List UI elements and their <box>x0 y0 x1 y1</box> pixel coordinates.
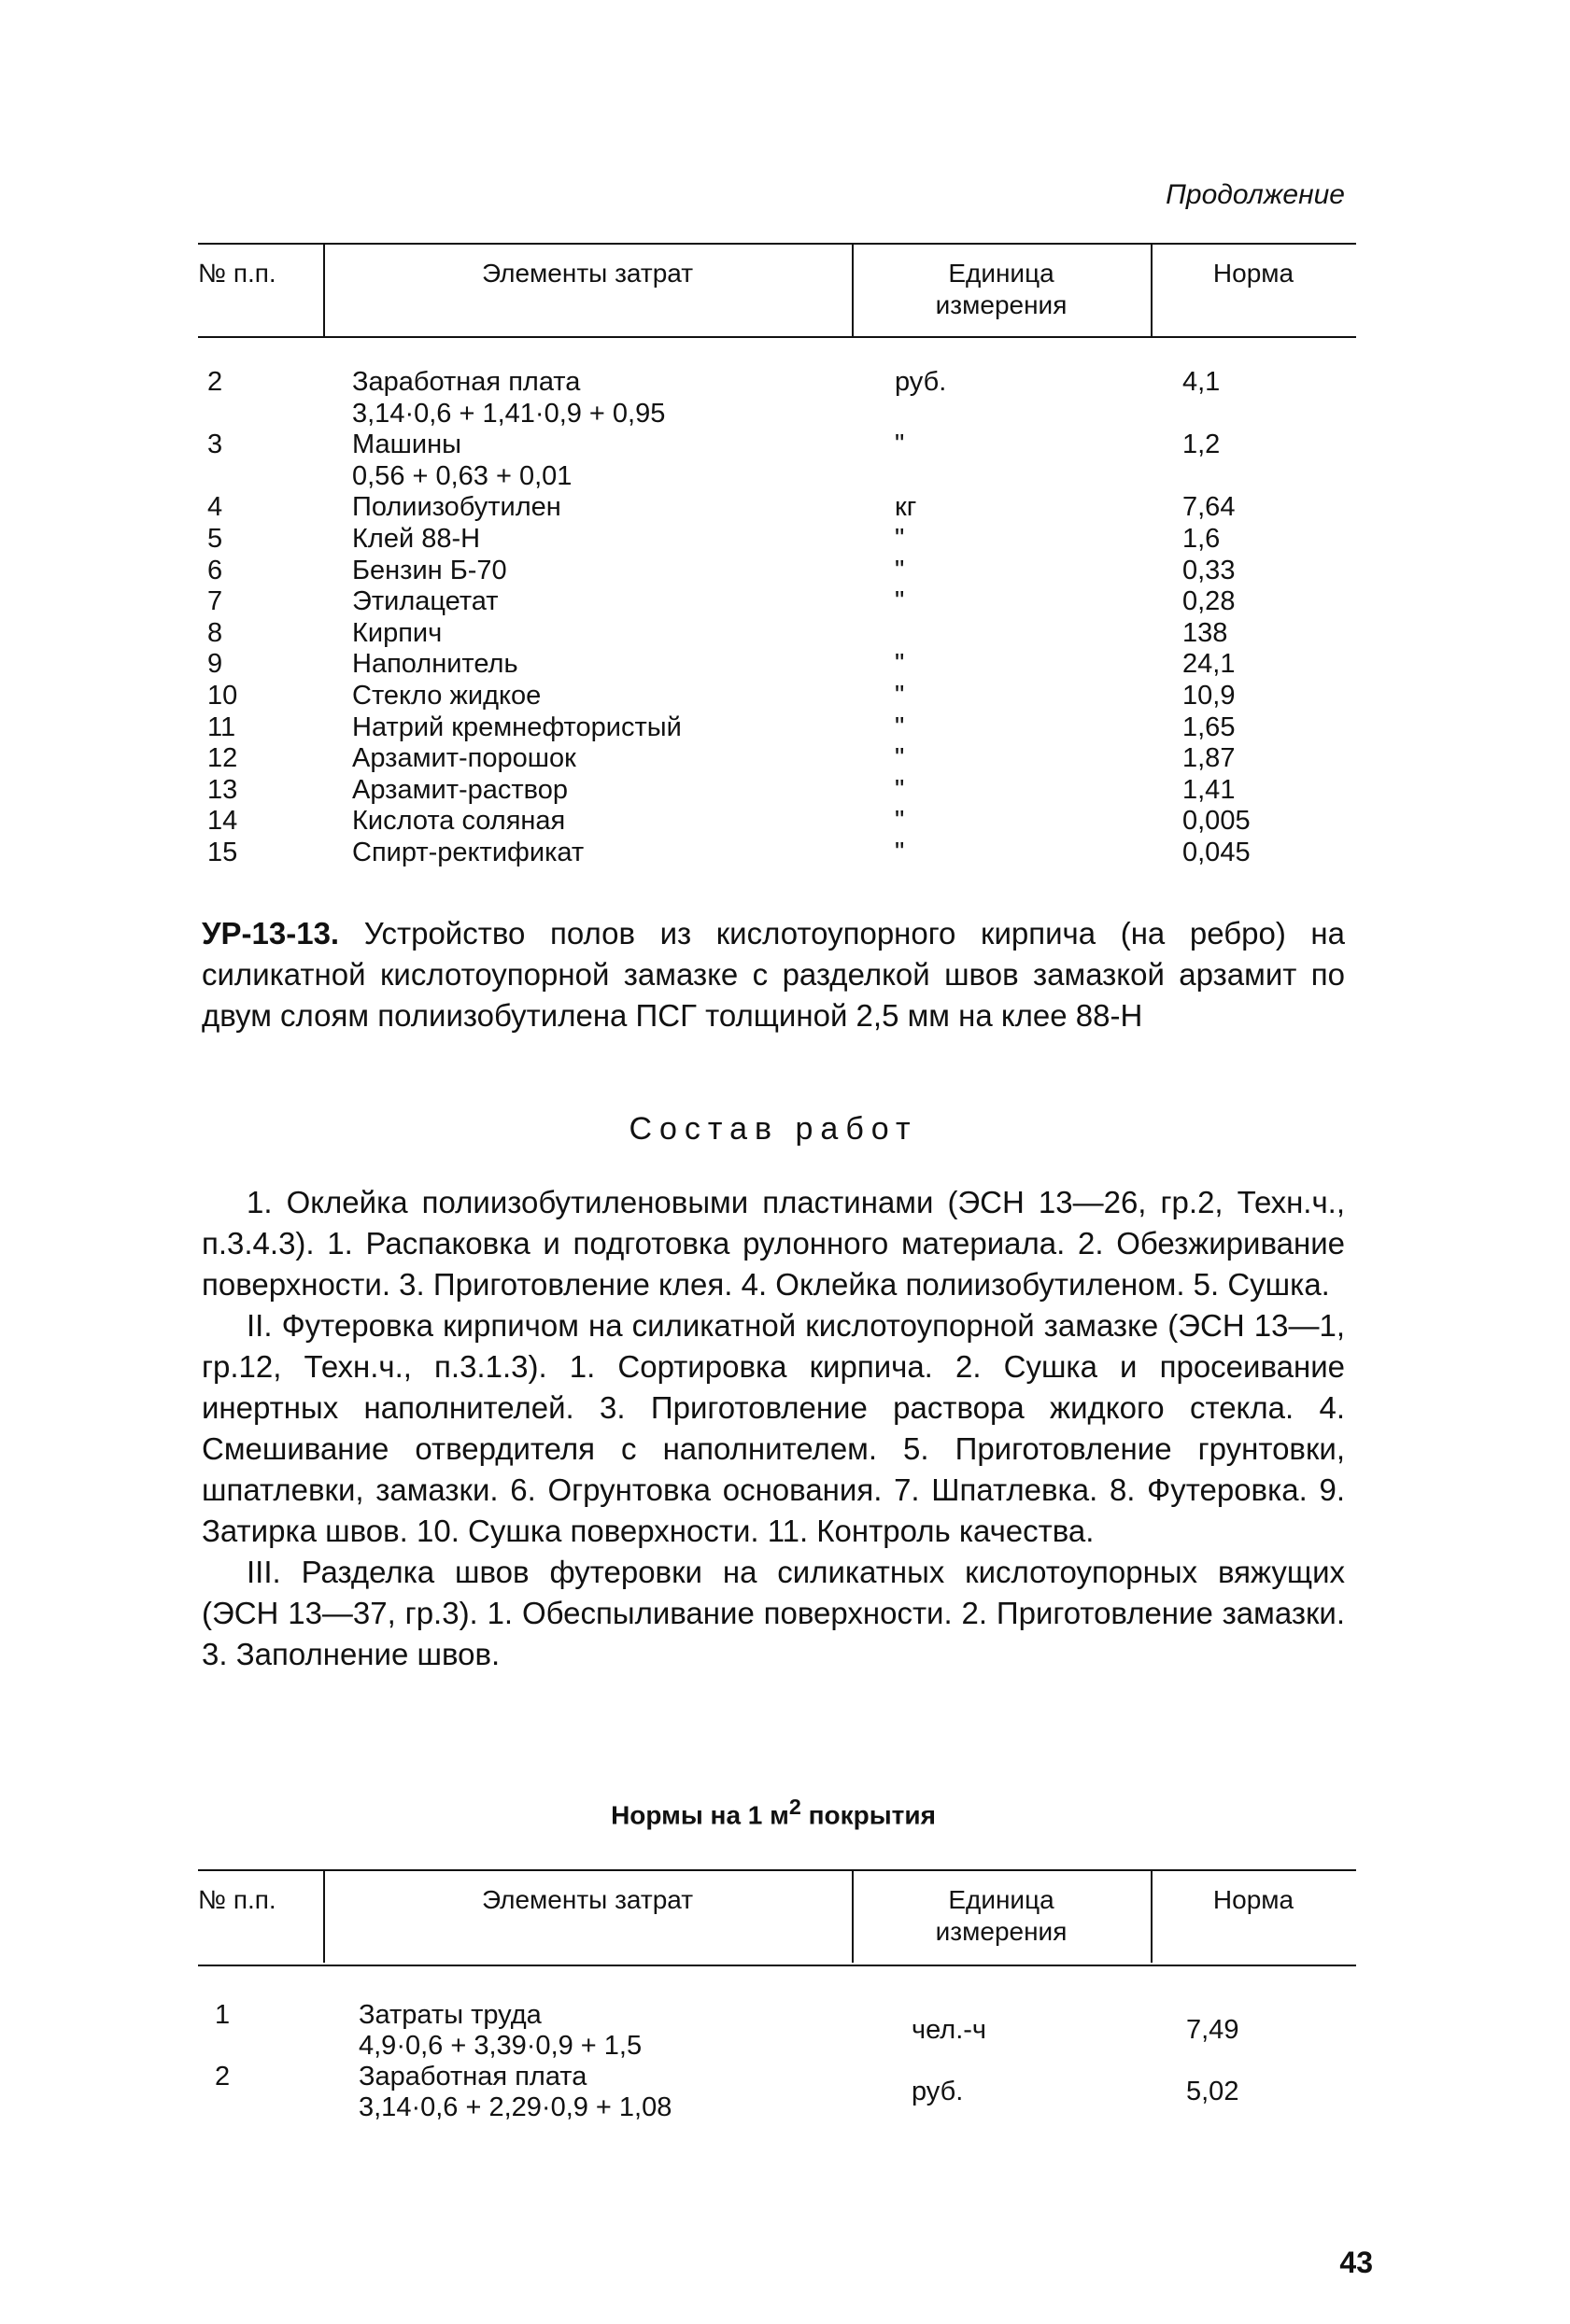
cell-num: 2 <box>207 367 223 397</box>
table-top-rule <box>198 243 1356 245</box>
cell-num: 14 <box>207 806 238 837</box>
cell-unit: " <box>895 743 905 774</box>
cell-unit: руб. <box>912 2077 964 2106</box>
cell-norm: 7,49 <box>1186 2015 1239 2045</box>
cell-norm: 1,6 <box>1182 524 1221 554</box>
cell-num: 5 <box>207 524 223 554</box>
page-number: 43 <box>1339 2246 1373 2279</box>
cell-unit: " <box>895 681 905 711</box>
work-item: 1. Оклейка полиизобутиленовыми пластинами (ЭСН 13—26, гр.2, Техн.ч., п.3.4.3). 1. Распаковка и подготовка рулонного материала. 2. Обезжиривание поверхности. 3. Приготовление клея. 4. Оклейка полиизобутиленом. 5. Сушка. <box>202 1185 1345 1302</box>
norms-heading: Нормы на 1 $м^2$ покрытия <box>611 1795 936 1830</box>
cell-num: 9 <box>207 649 223 680</box>
cell-norm: 1,41 <box>1182 774 1236 805</box>
cell-num: 1 <box>215 2000 231 2030</box>
cell-unit: " <box>895 806 905 837</box>
cell-unit: " <box>895 838 905 867</box>
section-code: УР-13-13. <box>202 916 340 951</box>
cell-name: Стекло жидкое <box>352 681 542 711</box>
header-unit: Единица измерения <box>935 259 1068 319</box>
cell-unit: " <box>895 711 905 742</box>
cell-name: Этилацетат <box>352 586 499 617</box>
header-num: № п.п. <box>198 259 276 288</box>
cell-name: Кирпич <box>352 617 443 648</box>
table-header-rule <box>198 1965 1356 1966</box>
cell-num: 15 <box>207 838 238 867</box>
header-norm: Норма <box>1212 259 1294 288</box>
works-list <box>202 1182 1345 1675</box>
table-top-rule <box>198 1869 1356 1871</box>
cell-name: Затраты труда <box>359 2000 542 2030</box>
cell-unit: " <box>895 555 905 585</box>
cell-norm: 24,1 <box>1182 649 1236 680</box>
cell-num: 13 <box>207 774 238 805</box>
cell-formula: 3,14·0,6 + 1,41·0,9 + 0,95 <box>352 398 666 429</box>
header-norm: Норма <box>1212 1885 1294 1914</box>
cell-norm: 138 <box>1182 617 1228 648</box>
continuation-label: Продолжение <box>1166 179 1345 210</box>
cell-name: Спирт-ректификат <box>352 838 585 867</box>
cell-unit: " <box>895 774 905 805</box>
cell-name: Арзамит-порошок <box>352 743 576 774</box>
cell-unit: " <box>895 586 905 617</box>
table-header-rule <box>198 336 1356 338</box>
cell-num: 12 <box>207 743 238 774</box>
cell-num: 6 <box>207 555 223 585</box>
cell-num: 7 <box>207 586 223 617</box>
cell-unit: чел.-ч <box>912 2015 987 2045</box>
cell-formula: 3,14·0,6 + 2,29·0,9 + 1,08 <box>359 2092 672 2122</box>
cell-num: 8 <box>207 617 223 648</box>
cell-num: 10 <box>207 681 238 711</box>
cell-norm: 0,005 <box>1182 806 1251 837</box>
cell-unit: " <box>895 649 905 680</box>
cell-name: Машины <box>352 430 461 460</box>
header-element: Элементы затрат <box>481 259 694 288</box>
cell-name: Кислота соляная <box>352 806 566 837</box>
cell-norm: 1,2 <box>1182 430 1221 460</box>
cell-num: 4 <box>207 492 223 523</box>
cell-norm: 7,64 <box>1182 492 1236 523</box>
cell-num: 2 <box>215 2062 231 2092</box>
cell-name: Бензин Б-70 <box>352 555 507 585</box>
cell-unit: " <box>895 430 905 460</box>
composition-heading: Состав работ <box>629 1111 918 1147</box>
cell-num: 3 <box>207 430 223 460</box>
section-description: Устройство полов из кислотоупорного кирпича (на ребро) на силикатной кислотоупорной замазке с разделкой швов замазкой арзамит по двум слоям полиизобутилена ПСГ толщиной 2,5 мм на клее 88-Н <box>202 916 1345 1033</box>
header-unit: Единица измерения <box>935 1885 1068 1946</box>
cell-formula: 4,9·0,6 + 3,39·0,9 + 1,5 <box>359 2031 643 2061</box>
cell-name: Заработная плата <box>359 2062 587 2092</box>
cell-name: Натрий кремнефтористый <box>352 711 682 742</box>
cell-norm: 1,87 <box>1182 743 1236 774</box>
cell-unit: кг <box>895 492 917 523</box>
cell-norm: 0,28 <box>1182 586 1236 617</box>
cell-norm: 5,02 <box>1186 2077 1239 2106</box>
cell-name: Арзамит-раствор <box>352 774 569 805</box>
header-element: Элементы затрат <box>481 1885 694 1914</box>
cell-num: 11 <box>207 711 236 742</box>
cell-norm: 0,33 <box>1182 555 1236 585</box>
cell-norm: 1,65 <box>1182 711 1236 742</box>
cell-unit: руб. <box>895 367 947 397</box>
cell-name: Наполнитель <box>352 649 518 680</box>
work-item: II. Футеровка кирпичом на силикатной кислотоупорной замазке (ЭСН 13—1, гр.12, Техн.ч., п.3.1.3). 1. Сортировка кирпича. 2. Сушка и просеивание инертных наполнителей. 3. Приготовление раствора жидкого стекла. 4. Смешивание отвердителя с наполнителем. 5. Приготовление грунтовки, шпатлевки, замазки. 6. Огрунтовка основания. 7. Шпатлевка. 8. Футеровка. 9. Затирка швов. 10. Сушка поверхности. 11. Контроль качества. <box>202 1308 1345 1548</box>
work-item: III. Разделка швов футеровки на силикатных кислотоупорных вяжущих (ЭСН 13—37, гр.3). 1. Обеспыливание поверхности. 2. Приготовление замазки. 3. Заполнение швов. <box>202 1555 1345 1671</box>
header-num: № п.п. <box>198 1885 276 1914</box>
section-title <box>202 913 1345 1036</box>
cell-name: Клей 88-Н <box>352 524 481 554</box>
cell-formula: 0,56 + 0,63 + 0,01 <box>352 460 573 491</box>
cell-name: Заработная плата <box>352 367 581 397</box>
cell-norm: 4,1 <box>1182 367 1221 397</box>
cell-norm: 10,9 <box>1182 681 1236 711</box>
cell-norm: 0,045 <box>1182 838 1251 867</box>
cell-unit: " <box>895 524 905 554</box>
cell-name: Полиизобутилен <box>352 492 561 523</box>
